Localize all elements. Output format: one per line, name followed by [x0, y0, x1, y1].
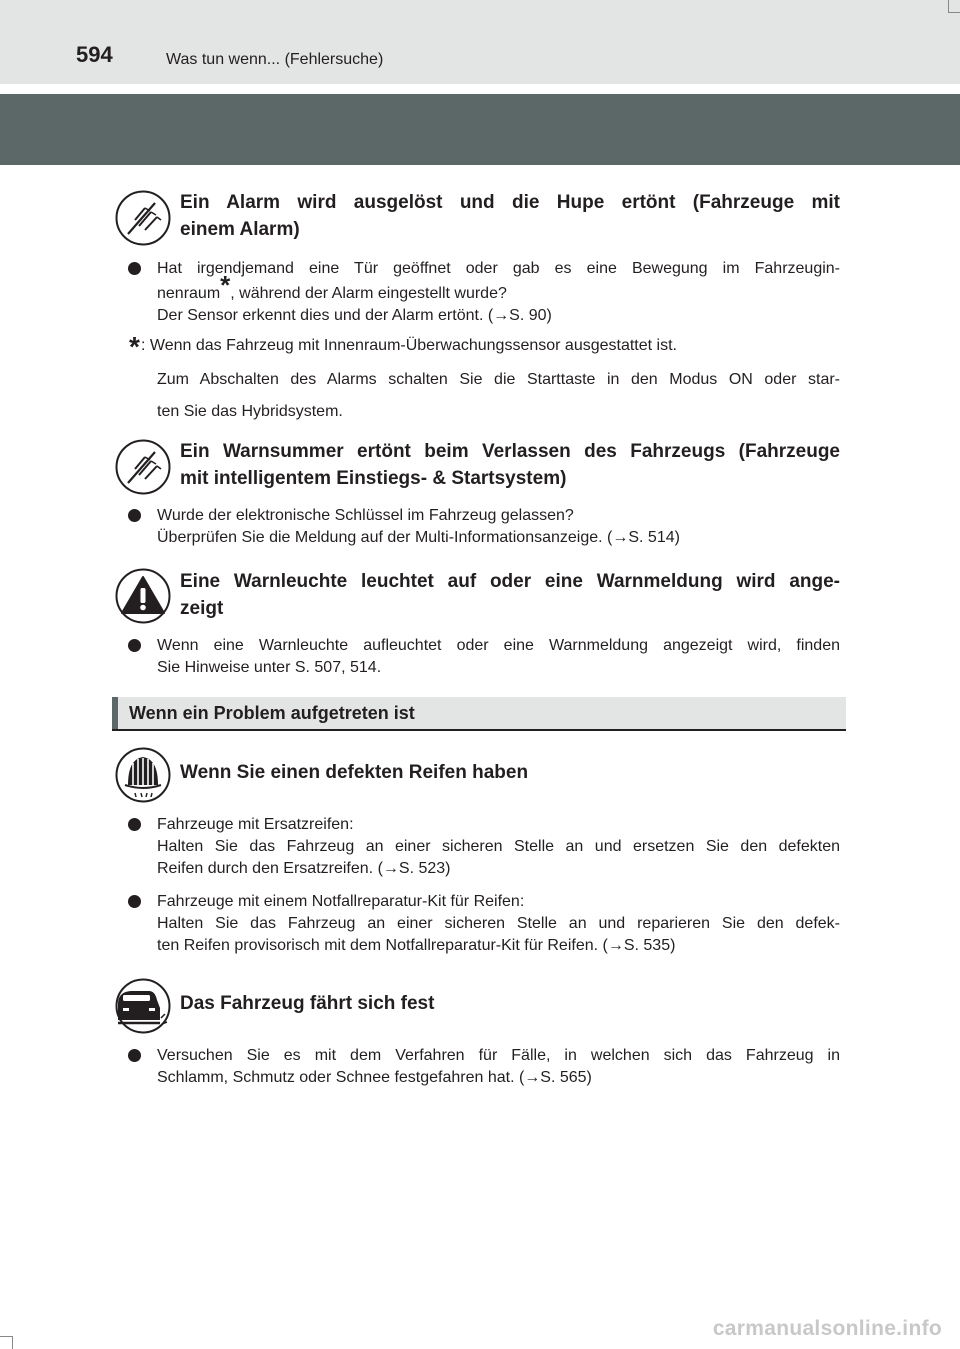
crop-mark [0, 1336, 12, 1337]
warning-bullet-text: Wenn eine Warnleuchte aufleuchtet oder eine Warnmeldung angezeigt wird, finden Sie Hinweise unter S. 507, 514. [157, 637, 840, 676]
alarm-sound-icon [115, 439, 171, 495]
buzzer-bullet-text: Wurde der elektronische Schlüssel im Fahrzeug gelassen? Überprüfen Sie die Meldung auf der Multi-Informationsanzeige. (→S. 514) [157, 507, 680, 546]
section-title-alarm: Ein Alarm wird ausgelöst und die Hupe ertönt (Fahrzeuge mit [180, 192, 840, 213]
tire-bullet-repair-kit: Fahrzeuge mit einem Notfallreparatur-Kit für Reifen: Halten Sie das Fahrzeug an einer sicheren Stelle an und reparieren Sie den defek- ten Reifen provisorisch mit dem Notfallreparatur-Kit für Reifen. (→S. 535) [157, 893, 840, 954]
chapter-title: Was tun wenn... (Fehlersuche) [166, 51, 384, 68]
header-accent [112, 697, 118, 729]
bullet-icon [128, 818, 141, 831]
bullet-icon [128, 895, 141, 908]
footnote-text: : Wenn das Fahrzeug mit Innenraum-Überwachungssensor ausgestattet ist. [141, 337, 677, 354]
bullet-icon [128, 1049, 141, 1062]
crop-mark [12, 1336, 13, 1349]
header-band [0, 94, 960, 165]
alarm-sound-icon [115, 190, 171, 246]
warning-exclamation-icon [115, 568, 171, 624]
crop-mark [948, 0, 949, 12]
section-header-problem [112, 697, 846, 731]
section-title-tire: Wenn Sie einen defekten Reifen haben [180, 762, 529, 783]
footnote-detail: Zum Abschalten des Alarms schalten Sie die Starttaste in den Modus ON oder star- ten Sie das Hybridsystem. [157, 371, 840, 420]
bullet-icon [128, 262, 141, 275]
page-number: 594 [76, 42, 113, 67]
flat-tire-icon [115, 747, 171, 803]
crop-mark [948, 12, 960, 13]
tire-bullet-spare: Fahrzeuge mit Ersatzreifen: Halten Sie das Fahrzeug an einer sicheren Stelle an und ersetzen Sie den defekten Reifen durch den Ersatzreifen. (→S. 523) [157, 816, 840, 877]
section-title-alarm-line2: einem Alarm) [180, 219, 300, 240]
bullet-icon [128, 639, 141, 652]
footnote-star: * [129, 331, 140, 362]
problem-header-title: Wenn ein Problem aufgetreten ist [129, 703, 415, 723]
section-title-buzzer: Ein Warnsummer ertönt beim Verlassen des Fahrzeugs (Fahrzeuge [180, 441, 840, 462]
section-title-warning-light: Eine Warnleuchte leuchtet auf oder eine Warnmeldung wird ange- [180, 571, 840, 592]
alarm-bullet-text: Hat irgendjemand eine Tür geöffnet oder gab es eine Bewegung im Fahrzeugin- nenraum*, während der Alarm eingestellt wurde? Der Sensor erkennt dies und der Alarm ertönt. (→S. 90) [157, 260, 840, 324]
watermark: carmanualsonline.info [712, 1317, 942, 1340]
section-title-stuck: Das Fahrzeug fährt sich fest [180, 993, 435, 1014]
bullet-icon [128, 509, 141, 522]
section-title-buzzer-line2: mit intelligentem Einstiegs- & Startsystem) [180, 468, 567, 489]
stuck-bullet-text: Versuchen Sie es mit dem Verfahren für Fälle, in welchen sich das Fahrzeug in Schlamm, Schmutz oder Schnee festgefahren hat. (→S. 565) [157, 1047, 840, 1086]
page-header [0, 0, 960, 84]
section-title-warning-light-line2: zeigt [180, 598, 224, 619]
stuck-vehicle-icon [115, 978, 171, 1034]
